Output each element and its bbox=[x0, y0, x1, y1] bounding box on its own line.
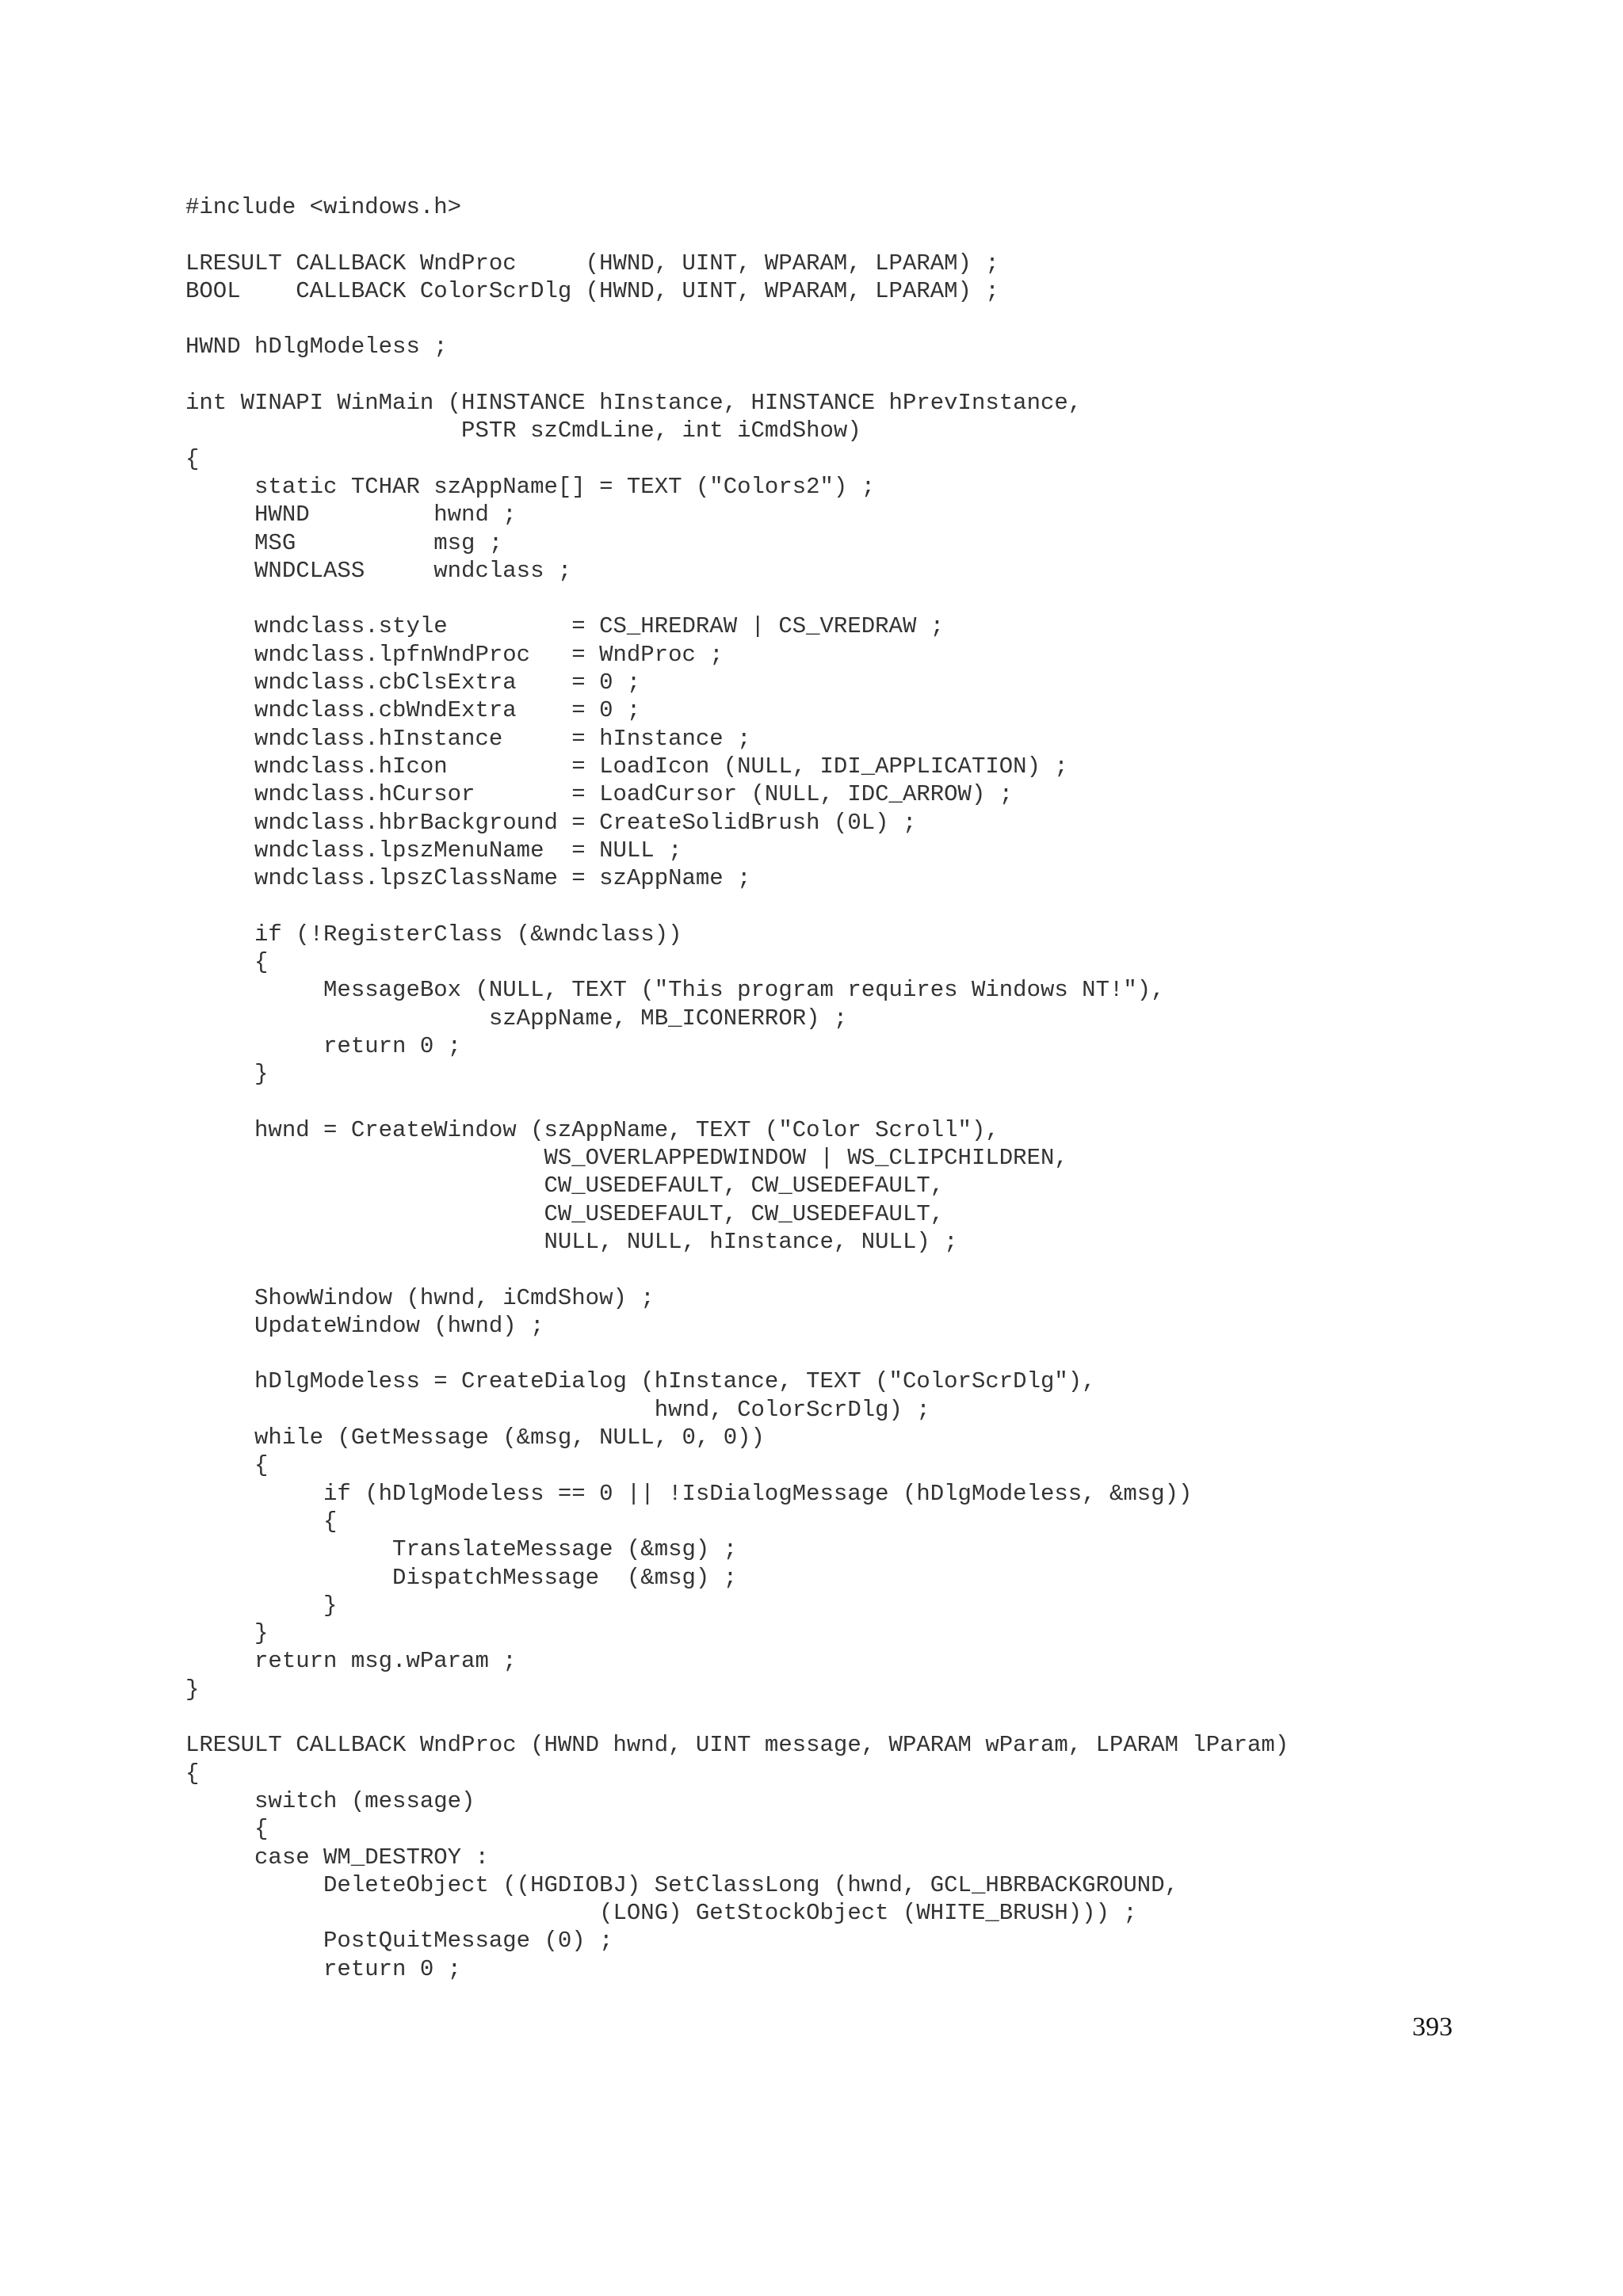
code-line: wndclass.hIcon = LoadIcon (NULL, IDI_APPLICATION) ; bbox=[185, 753, 1068, 780]
code-line: LRESULT CALLBACK WndProc (HWND, UINT, WPARAM, LPARAM) ; bbox=[185, 250, 999, 277]
code-line: while (GetMessage (&msg, NULL, 0, 0)) bbox=[185, 1425, 765, 1451]
code-line: WNDCLASS wndclass ; bbox=[185, 557, 572, 584]
code-line: hwnd = CreateWindow (szAppName, TEXT ("Color Scroll"), bbox=[185, 1116, 999, 1143]
code-line: { bbox=[185, 1760, 200, 1787]
code-line: ShowWindow (hwnd, iCmdShow) ; bbox=[185, 1284, 655, 1311]
code-line: TranslateMessage (&msg) ; bbox=[185, 1536, 738, 1563]
code-line: wndclass.lpfnWndProc = WndProc ; bbox=[185, 641, 724, 668]
code-line: wndclass.lpszClassName = szAppName ; bbox=[185, 865, 751, 892]
code-line: } bbox=[185, 1676, 200, 1703]
code-line: CW_USEDEFAULT, CW_USEDEFAULT, bbox=[185, 1173, 945, 1199]
code-line: if (hDlgModeless == 0 || !IsDialogMessage (hDlgModeless, &msg)) bbox=[185, 1480, 1193, 1507]
code-line: wndclass.style = CS_HREDRAW | CS_VREDRAW ; bbox=[185, 613, 945, 640]
code-line: BOOL CALLBACK ColorScrDlg (HWND, UINT, WPARAM, LPARAM) ; bbox=[185, 277, 999, 304]
code-line: DeleteObject ((HGDIOBJ) SetClassLong (hwnd, GCL_HBRBACKGROUND, bbox=[185, 1871, 1179, 1898]
code-line: CW_USEDEFAULT, CW_USEDEFAULT, bbox=[185, 1200, 945, 1227]
code-line: hDlgModeless = CreateDialog (hInstance, TEXT ("ColorScrDlg"), bbox=[185, 1368, 1096, 1395]
code-line: return 0 ; bbox=[185, 1955, 462, 1982]
code-line: szAppName, MB_ICONERROR) ; bbox=[185, 1005, 848, 1032]
code-line: MessageBox (NULL, TEXT ("This program requires Windows NT!"), bbox=[185, 977, 1165, 1004]
code-line: if (!RegisterClass (&wndclass)) bbox=[185, 921, 682, 948]
code-line: static TCHAR szAppName[] = TEXT ("Colors2") ; bbox=[185, 473, 876, 500]
code-line: wndclass.cbWndExtra = 0 ; bbox=[185, 697, 641, 724]
code-line bbox=[185, 221, 1289, 249]
code-line: case WM_DESTROY : bbox=[185, 1844, 489, 1871]
code-line: return 0 ; bbox=[185, 1032, 462, 1059]
code-line bbox=[185, 892, 1289, 920]
code-line: { bbox=[185, 1452, 269, 1479]
code-line: LRESULT CALLBACK WndProc (HWND hwnd, UINT message, WPARAM wParam, LPARAM lParam) bbox=[185, 1732, 1289, 1759]
code-line: hwnd, ColorScrDlg) ; bbox=[185, 1396, 930, 1423]
code-line bbox=[185, 361, 1289, 389]
code-listing bbox=[185, 193, 1289, 1983]
code-line: wndclass.hbrBackground = CreateSolidBrush (0L) ; bbox=[185, 809, 917, 836]
code-line: wndclass.lpszMenuName = NULL ; bbox=[185, 837, 682, 864]
code-line: wndclass.cbClsExtra = 0 ; bbox=[185, 669, 641, 696]
code-line: wndclass.hInstance = hInstance ; bbox=[185, 725, 751, 752]
code-line: return msg.wParam ; bbox=[185, 1648, 517, 1675]
code-line: WS_OVERLAPPEDWINDOW | WS_CLIPCHILDREN, bbox=[185, 1145, 1068, 1172]
code-line: int WINAPI WinMain (HINSTANCE hInstance, HINSTANCE hPrevInstance, bbox=[185, 390, 1083, 417]
code-line: HWND hDlgModeless ; bbox=[185, 334, 448, 360]
code-line: { bbox=[185, 445, 200, 472]
code-line bbox=[185, 1256, 1289, 1283]
code-line: { bbox=[185, 1816, 269, 1843]
code-line: PSTR szCmdLine, int iCmdShow) bbox=[185, 418, 861, 444]
code-line bbox=[185, 1703, 1289, 1731]
code-line: #include <windows.h> bbox=[185, 194, 462, 220]
code-line: UpdateWindow (hwnd) ; bbox=[185, 1312, 544, 1339]
code-line: PostQuitMessage (0) ; bbox=[185, 1928, 613, 1955]
code-line bbox=[185, 585, 1289, 612]
code-line: wndclass.hCursor = LoadCursor (NULL, IDC_ARROW) ; bbox=[185, 781, 1014, 808]
code-line: } bbox=[185, 1061, 269, 1088]
code-line bbox=[185, 305, 1289, 333]
code-line: NULL, NULL, hInstance, NULL) ; bbox=[185, 1228, 958, 1255]
code-line: } bbox=[185, 1620, 269, 1647]
code-line: MSG msg ; bbox=[185, 529, 503, 556]
code-line: DispatchMessage (&msg) ; bbox=[185, 1564, 738, 1591]
code-line: (LONG) GetStockObject (WHITE_BRUSH))) ; bbox=[185, 1900, 1137, 1927]
code-line: { bbox=[185, 1508, 338, 1535]
code-line: } bbox=[185, 1592, 338, 1619]
page-number: 393 bbox=[1412, 2012, 1453, 2042]
code-line: switch (message) bbox=[185, 1787, 475, 1814]
code-line: { bbox=[185, 949, 269, 976]
code-line bbox=[185, 1089, 1289, 1116]
code-line: HWND hwnd ; bbox=[185, 502, 517, 528]
code-line bbox=[185, 1340, 1289, 1367]
